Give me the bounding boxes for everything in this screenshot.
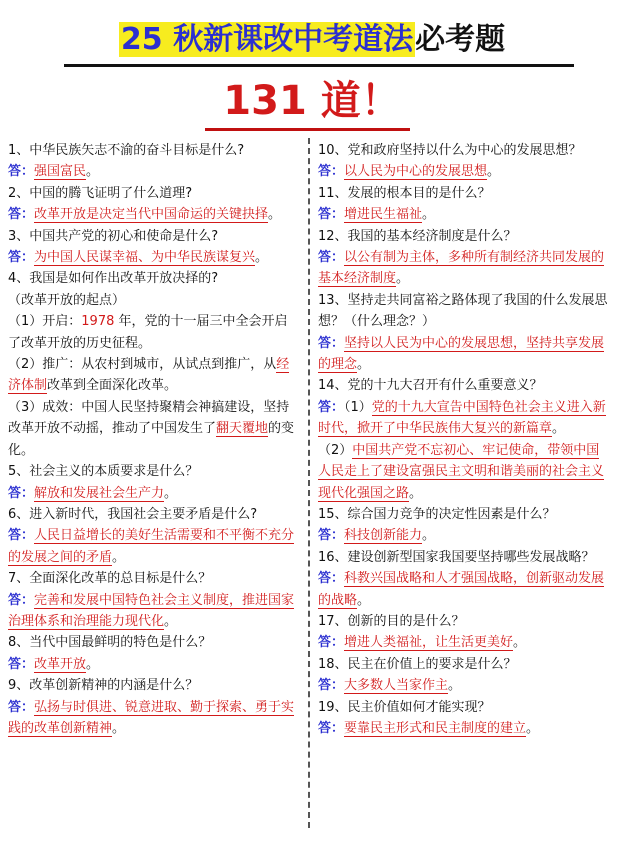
answer-point (8, 311, 298, 354)
answer-end: 。 (86, 164, 100, 180)
answer-label: 答： (318, 678, 345, 694)
answer-label: 答： (8, 656, 35, 672)
question-text: 2、中国的腾飞证明了什么道理? (8, 185, 193, 201)
page-subtitle: 131 道！ (223, 78, 401, 124)
question-item (318, 504, 608, 547)
question-text: 6、进入新时代，我国社会主要矛盾是什么? (8, 506, 258, 522)
answer-text: 以公有制为主体，多种所有制经济共同发展的基本经济制度 (318, 250, 605, 287)
answer-end: 。 (164, 613, 178, 629)
subtitle-underline (205, 128, 410, 131)
answer-label: 答： (318, 335, 345, 351)
question-text: 11、发展的根本目的是什么？ (318, 185, 491, 201)
answer-point (8, 354, 298, 397)
question-item (318, 611, 608, 654)
answer-label: 答： (318, 250, 345, 266)
point-highlight: 经济体制 (8, 357, 290, 394)
answer-label: 答： (318, 571, 345, 587)
answer-label: 答： (318, 528, 345, 544)
title-highlight: 25 秋新课改中考道法 (120, 22, 414, 57)
answer-end: 。 (552, 421, 566, 437)
question-item (8, 226, 298, 269)
answer-end: 。 (357, 592, 371, 608)
answer-text: 人民日益增长的美好生活需要和不平衡不充分的发展之间的矛盾 (8, 528, 295, 565)
question-text: 15、综合国力竞争的决定性因素是什么？ (318, 506, 556, 522)
answer-label: 答： (318, 399, 345, 415)
answer-end: 。 (448, 678, 462, 694)
answer-text: 增进民生福祉 (344, 207, 423, 223)
question-text: 5、社会主义的本质要求是什么？ (8, 464, 199, 480)
question-item (318, 226, 608, 290)
answer-end: 。 (357, 357, 371, 373)
answer-label: 答： (318, 635, 345, 651)
question-text: 7、全面深化改革的总目标是什么？ (8, 571, 212, 587)
answer-end: 。 (422, 528, 436, 544)
question-item (318, 375, 608, 503)
point-rest: 改革到全面深化改革。 (47, 378, 178, 394)
answer-end: 。 (86, 656, 100, 672)
answer-label: 答： (8, 250, 35, 266)
answer-end: 。 (526, 720, 540, 736)
answer-text: 大多数人当家作主 (344, 678, 449, 694)
answer-point-number: （2） (318, 442, 353, 458)
question-item (8, 183, 298, 226)
question-text: 13、坚持走共同富裕之路体现了我国的什么发展思想？（什么理念？） (318, 292, 608, 330)
answer-text: 党的十九大宣告中国特色社会主义进入新时代，掀开了中华民族伟大复兴的新篇章 (318, 399, 606, 437)
answer-text: 改革开放是决定当代中国命运的关键抉择 (34, 207, 269, 223)
page-title (0, 18, 624, 62)
question-text: 10、党和政府坚持以什么为中心的发展思想？ (318, 143, 582, 158)
answer-end: 。 (487, 164, 501, 180)
answer-end: 。 (396, 271, 410, 287)
answer-label: 答： (318, 720, 345, 736)
question-item (318, 654, 608, 697)
answer-label: 答： (318, 207, 345, 223)
point-lead: （1）开启： (8, 314, 82, 330)
answer-label: 答： (8, 164, 35, 180)
question-item (318, 547, 608, 611)
answer-point-number: （1） (344, 399, 372, 415)
answer-text: 要靠民主形式和民主制度的建立 (344, 720, 527, 736)
title-underline (64, 64, 574, 67)
question-item (318, 140, 608, 183)
answer-end: 。 (409, 485, 423, 501)
question-text: 18、民主在价值上的要求是什么？ (318, 656, 517, 672)
answer-label: 答： (8, 528, 35, 544)
right-column (318, 140, 608, 739)
answer-text: 解放和发展社会生产力 (34, 485, 165, 501)
answer-end: 。 (164, 485, 178, 501)
question-item (8, 675, 298, 739)
question-item (8, 568, 298, 632)
answer-label: 答： (8, 592, 35, 608)
point-lead: （3）成效：中国人民坚持聚精会神搞建设，坚持改革开放不动摇，推动了中国发生了 (8, 399, 290, 437)
answer-label: 答： (8, 207, 35, 223)
column-divider (308, 138, 310, 828)
question-note: （改革开放的起点） (8, 292, 126, 308)
answer-text: 科技创新能力 (344, 528, 423, 544)
answer-text: 为中国人民谋幸福、为中华民族谋复兴 (34, 250, 256, 266)
point-rest: 年，党的十一届三中全会开启了改革开放的历史征程。 (8, 314, 288, 351)
question-text: 1、中华民族矢志不渝的奋斗目标是什么? (8, 143, 245, 158)
question-text: 19、民主价值如何才能实现？ (318, 699, 491, 715)
answer-text: 改革开放 (34, 656, 87, 672)
answer-text: 完善和发展中国特色社会主义制度，推进国家治理体系和治理能力现代化 (8, 592, 295, 629)
question-text: 3、中国共产党的初心和使命是什么? (8, 228, 219, 244)
point-lead: （2）推广：从农村到城市，从试点到推广，从 (8, 357, 277, 373)
answer-end: 。 (112, 720, 126, 736)
answer-text: 弘扬与时俱进、锐意进取、勤于探索、勇于实践的改革创新精神 (8, 699, 295, 736)
question-text: 12、我国的基本经济制度是什么？ (318, 228, 517, 244)
answer-text: 以人民为中心的发展思想 (344, 164, 488, 180)
answer-text: 增进人类福祉，让生活更美好 (344, 635, 514, 651)
question-item (318, 183, 608, 226)
question-text: 9、改革创新精神的内涵是什么？ (8, 678, 199, 694)
answer-text: 强国富民 (34, 164, 87, 180)
answer-end: 。 (513, 635, 527, 651)
answer-label: 答： (318, 164, 345, 180)
point-highlight: 翻天覆地 (216, 421, 269, 437)
answer-end: 。 (112, 549, 126, 565)
question-item (318, 290, 608, 376)
left-column (8, 140, 298, 739)
question-item (8, 268, 298, 461)
answer-text: 科教兴国战略和人才强国战略，创新驱动发展的战略 (318, 571, 605, 608)
point-rest: 的变化。 (8, 421, 295, 458)
answer-label: 答： (8, 485, 35, 501)
question-item (8, 504, 298, 568)
question-text: 17、创新的目的是什么？ (318, 613, 465, 629)
answer-text: 坚持以人民为中心的发展思想，坚持共享发展的理念 (318, 335, 605, 373)
point-year: 1978 (81, 314, 115, 330)
question-item (8, 632, 298, 675)
question-text: 8、当代中国最鲜明的特色是什么？ (8, 635, 212, 651)
answer-point (8, 397, 298, 461)
question-item (8, 140, 298, 183)
answer-end: 。 (422, 207, 436, 223)
question-text: 16、建设创新型国家我国要坚持哪些发展战略？ (318, 549, 595, 565)
question-text: 4、我国是如何作出改革开放决择的? (8, 271, 219, 287)
answer-end: 。 (268, 207, 282, 223)
question-text: 14、党的十九大召开有什么重要意义？ (318, 378, 543, 394)
question-item (8, 461, 298, 504)
question-item (318, 697, 608, 740)
answer-text: 中国共产党不忘初心、牢记使命，带领中国人民走上了建设富强民主文明和谐美丽的社会主义现代化强国之路 (318, 442, 605, 501)
answer-label: 答： (8, 699, 35, 715)
answer-end: 。 (255, 250, 269, 266)
title-rest: 必考题 (415, 22, 506, 57)
